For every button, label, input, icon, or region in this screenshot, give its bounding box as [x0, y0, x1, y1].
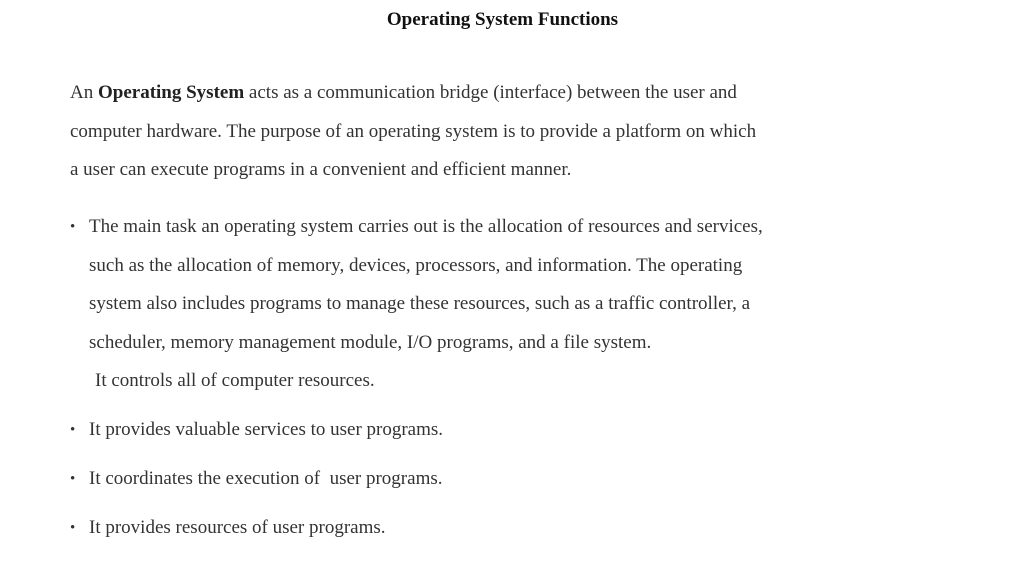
intro-bold-term: Operating System: [97, 82, 245, 103]
bullet-dot-icon: •: [70, 471, 76, 487]
intro-paragraph: [70, 74, 870, 190]
slide-title: Operating System Functions: [386, 9, 619, 30]
bullet-1-extra-line: It controls all of computer resources.: [95, 370, 375, 391]
bullet-4-text: It provides resources of user programs.: [89, 517, 386, 538]
intro-prefix: An: [70, 82, 98, 103]
intro-line-2: computer hardware. The purpose of an operating system is to provide a platform on which: [70, 120, 757, 142]
bullet-item-resources: [70, 509, 763, 548]
bullet-1-line-3: system also includes programs to manage these resources, such as a traffic controller, a: [89, 293, 751, 314]
bullet-dot-icon: •: [70, 422, 76, 438]
intro-line-3: a user can execute programs in a convenient and efficient manner.: [70, 159, 572, 180]
bullet-item-coordination: [70, 460, 763, 499]
intro-line-1-rest: acts as a communication bridge (interface) between the user and: [244, 82, 737, 103]
bullet-1-line-2: such as the allocation of memory, devices, processors, and information. The operating: [89, 254, 743, 276]
bullet-item-services: [70, 411, 763, 450]
bullet-2-text: It provides valuable services to user programs.: [89, 419, 444, 440]
bullet-1-line-4: scheduler, memory management module, I/O programs, and a file system.: [89, 331, 652, 353]
bullet-3-text: It coordinates the execution of user programs.: [89, 468, 443, 489]
intro-line-1: [70, 74, 870, 113]
bullet-1-line-1: The main task an operating system carries out is the allocation of resources and services,: [89, 216, 763, 237]
bullet-dot-icon: •: [70, 520, 76, 536]
bullet-list: [70, 208, 763, 548]
bullet-item-resource-allocation: [70, 208, 763, 401]
bullet-dot-icon: •: [70, 219, 76, 235]
